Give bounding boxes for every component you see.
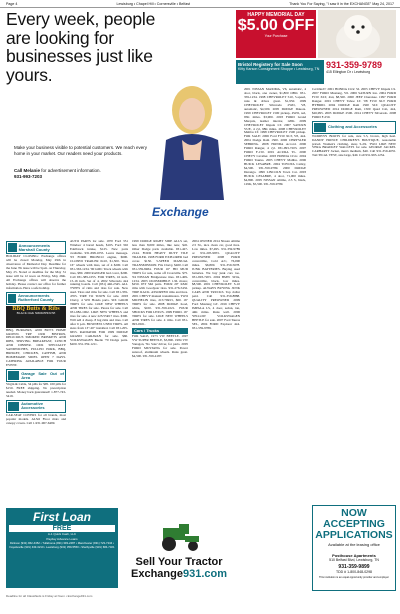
tractor-brand-b: 931.com [182, 568, 227, 580]
first-loan-ad [6, 508, 118, 588]
announce-icon [8, 371, 19, 380]
promo-call-name: Call Melanie [14, 168, 41, 173]
accept-tdd: TDD # 1-800-848-0298 [336, 570, 372, 574]
column-4 [192, 240, 240, 515]
memorial-day-offer: $5.00 OFF [237, 17, 315, 34]
phone-ad-address: 415 Ellington Dr • Lewisburg [326, 70, 371, 74]
tractor-ad [120, 520, 238, 590]
exchange-promo-ad [6, 10, 232, 235]
column-1 [6, 240, 66, 505]
announce-icon [314, 123, 326, 132]
automotive-accessories [6, 400, 66, 413]
announce-garage-label: Garage Sale Out of Area [21, 370, 64, 380]
dog-photo [318, 10, 396, 58]
promo-headline: Every week, people are looking for businesses just like yours. [6, 10, 156, 85]
announce-marshall-label: Announcements Marshall County [18, 242, 50, 252]
vehicles-text: 2001 NISSAN MAXIMA, V6, automatic, 4 door, black, one owner, $1,800 OBO. 931-359-1234. 1998 CHEVROLET S10, 5-speed, runs & drives great. $1,950. 1999 CHEVROLET Silverado 2WD, V8, automatic, $4,500. 2005 DODGE Dakota. 1999 CHEVROLET 1500 pickup, 4WD, red, 95K miles. $3,900. 2003 FORD Grand Marquis, leather interior, 120K. 2009 CHEVROLET Impala LT. 2007 SATURN VUE, 4 cyl, 98K miles. 2008 CHEVROLET Malibu LT. 1998 CHEVROLET 1500 pickup. FOR SALE: 2006 Ford F150 XLT, V8, 4x4. 2004 Dodge Ram 1500. 2006 CHRYSLER SEBRING. 2008 HONDA Accord. 2006 FORD Ranger, 4 cyl. 931-993-7203. 2007 FORD F-150. 2001 ACURA TL. 2000 CHEVY Cavalier. 2003 HONDA Civic. 2004 FORD Taurus. 2005 CHEVY Malibu. 2006 BUICK LESABRE. 2004 TOYOTA Camry, $4,500. 931-359-9789. 2000 DODGE Durango. 1999 LINCOLN Town Car. 2003 BUICK LESABRE, 4 door, 71,000 miles. $4,800. 2005 NISSAN Altima, 2.5 S, black, 129K, $5,500. 931-359-9789. [244, 88, 306, 186]
announcements-marshall [6, 241, 66, 254]
accept-address: 510 Belfast Blvd, Lewisburg, TN [329, 558, 379, 562]
column-5 [244, 88, 306, 503]
announce-icon [8, 294, 16, 303]
memorial-day-ad [236, 10, 316, 58]
bbq-text: BBQ, BURGERS, AND BUTT. HOME GROWN. TRY OUR BISTROS, DELICIOUS SMOKED BRISKETS AND RIBS, SERVING BREAKFAST, LUNCH AND DINNER. OUR SPECIALTY SANDWICHES, PULLED PORK, BBQ, BRISKET, CHICKEN, CATFISH, AND HOMEMADE SIDES. OPEN 7 DAYS. CATERING AVAILABLE FOR YOUR EVENT. [6, 327, 66, 368]
phone-ad [326, 60, 396, 84]
announce-icon [8, 243, 17, 252]
cars-trucks-header: Cars / Trucks [132, 328, 188, 334]
announcements-garage [6, 369, 66, 382]
bbq-title: BBQ Butts & Ribs [12, 305, 60, 312]
bbq-ad [6, 306, 66, 328]
cars-trucks-text: FOR SALE, 1973 VW BEETLE. 1997 VW SUPER BEETLE, $3,800. 1984 VW Vanagon, 'No Sale' driver, for parts. 2005 FORD MUSTANG for sale. Power sunroof, aluminum wheels. Runs great. $4,500. 931-359-4187. [132, 333, 188, 358]
announce-icon [8, 402, 19, 411]
page-footer: Deadline for all Classifieds is Friday at Noon • Exchange931.com [6, 594, 93, 598]
loan-phones: Dickson (931) 962-4452 • Tullahoma (931) 393-2487 • Manchester (931) 723-7234 • Fayetteville (931) 433-3210 • Lewisburg (931) 359-5550 • Shelbyville (931) 684-7321 [9, 541, 115, 549]
consignment-title: Bristol Registery for Sale Soon [238, 62, 303, 67]
memorial-day-title: HAPPY MEMORIAL DAY [247, 12, 305, 18]
consignment-body: Kitty Karson Consignment Shoppe • Lewisburg, TN [238, 67, 320, 71]
column-3 [132, 240, 188, 515]
tractor-brand-a: Exchange [131, 568, 183, 580]
loan-tag: Payday Advance Loans [46, 536, 78, 541]
header-page: Page 4 [6, 1, 18, 6]
loan-free: FREE [9, 525, 115, 532]
promo-call [14, 168, 154, 179]
announcements-rutherford [6, 292, 66, 305]
automotive-text: CAR-SEAT COVERS for all brands, most popular models. ALSO Floor mats and canopy covers. Call 1-931-967-6499. [6, 412, 66, 425]
promo-subtext: Make your business visible to potential customers. We reach every home in your market. Our readers need your products. [14, 145, 147, 156]
tractor-icon [149, 522, 209, 552]
clothing-text: WOMEN'S BOOTS for sale, size 5.5, brown, high heel. DANDY PRINCE CHILDREN'S BOUTIQUE, reasonable priced. Women's clothing, sizes S-2X. TWO LIKE NEW VERA BRADLEY WALLETS for sale. GEORGE JACKEL CARHARTT Jacket, men's medium, $40. Call 931-359-4055. TACTICAL VEST, size large, $40. Call 931-993-1234. [312, 133, 396, 158]
column-6 [312, 88, 396, 502]
woman-photo [152, 80, 230, 200]
exchange-logo [152, 205, 209, 219]
promo-phone: 931-993-7203 [14, 173, 43, 179]
page-header [0, 0, 400, 8]
consignment-ad [236, 60, 324, 84]
accept-note: This institution is an equal opportunity provider and employer [319, 576, 389, 579]
preowned-text: 2004 OWNED 2014 Nissan Altima 2.5 SL, nice clean car, good tires. Low miles. $7,495. 931-359-9789 or 931-205-9955. QUALITY PREOWNED 2008 FORD convertible, Cold A/C, 76,000 miles. $6,800. 931-359-5678. JUNK BATTERIES. Buying used batteries. We buy junk cars too. 931-993-7203. 2004 BMW 325is, convertible, black, low miles. $8,500. 2001 CHEVROLET S-10 pickup. ALWAYS BUYING JUNK CARS AND TRUCKS. Top dollar paid. Call 931-359-8888. QUALITY PREOWNED 2009 Ford Mustang GT. 2016 CHEVY IMPALA LS, 4 door, sedan, tan, 44K miles. Runs well. 2006 YELLOW VOLKSWAGEN BEETLE for sale. 2007 Ford Tauras SEL, 2004 FORD Explorer 4x4. 931-359-9789. [192, 240, 240, 330]
accept-title: NOW ACCEPTING APPLICATIONS [315, 507, 393, 541]
header-thanks: Thank You For Saying, "I saw it in the EXCHANGE" May 24, 2017 [289, 1, 394, 6]
vehicles-text-2: Certified® 2001 HONDA Civic SI. 2005 CHEVY Impala LS. 2007 FORD Mustang, V6. 2006 SATURN Ion. 2004 FORD F150 XLT, 4x4, $8,500. 2000 JEEP Cherokee. 1997 FORD Ranger. 2001 CHEVY Tahoe LT. '08 F150 XLT FORD HYBRID. 2004 DODGE Ram 1500 SLT. QUALITY PREOWNED 2014 DODGE Ram, 1500 Quad Cab, 4x4, $26,995. 2003 DODGE 2500. 2014 CHEVY Silverado. 2008 FORD F-250. [312, 88, 396, 119]
auto-parts-text-2: 1999 DODGE RIGHT SIDE ALLS set, less than 8,000 miles, like new, $45. Other Dodge parts available. 931-427-2144. FOUR HEAVY DUTY TILE TRAILER. 1998 FORD EXPLORER bed cover. $150. 5-SPEED MANUAL TRANSMISSION. Fits Chevy, $400. Call 931-359-8484. FOUR 16" HD MUD TIRES for sale, some off Crossville. $75. '04 NISSAN Bridgestone tires. 931-409-1234. 2003 OLDSMOBILE 1.9L motor, $250. JET SKI parts. FOUR 20" KMC rims with Goodyear tires. 931-276-5432. TIRE RACK. ASSORTED rims and tires. 2001 CHEVY manual transmission. TWO MICHELIN tires, 215/70R15, $60. 16" TIRES for sale. 2008 DODGE hood, white, $100. 931-359-2221. FOUR SHOCKS FOR LEXUS. 1999 FORD. 16" TIRES for sale. LIKE NEW WHEELS AND TIRES for sale. 4 rims. Call 931-993-0021. [132, 240, 188, 327]
automotive-label: Automotive Accessories [21, 401, 45, 411]
tractor-brand [120, 568, 238, 580]
promo-call-rest: for advertisement information. [40, 168, 101, 173]
clothing-label: Clothing and Accessories [328, 124, 377, 130]
bbq-sub: BLACK OAK SMOKEHOUSE [16, 310, 56, 315]
header-towns: Lewisburg • Chapel Hill • Cornersville • Belfast [116, 1, 191, 6]
phone-ad-number: 931-359-9789 [326, 60, 383, 70]
tractor-title: Sell Your Tractor [135, 556, 223, 568]
accept-phone: 931-359-9899 [338, 564, 370, 570]
auto-parts-text: AUTO PARTS for sale. 1970 Ford 351 Windsor 4 barrel heads, $165. Ford 302 Edelbrock intake, $125. New parts available. 931-698-1055. Leave message. '03 FORD BRONCO engine, $600. CLOSED TRAILER 6x10, $1,500. Tires 16" wheels with tires, set of 4 $200. Call 931-363-1234. '90 GMC Truck wheels with tires, $80. 2000 RANGER bed cover, $200. Call 931-389-1055. FOR TIRES, 16 inch. 15-16 inch. Set of 4. 2002 Silverado 4x4 running boards. Call (931) 446-2345. ALL TYPES of rims and tires for sale. New used. Tires and rims for sale. Call 931-359-4765. TIRE TO TOWN for sale. 2003 Chevy, 4 WD Honda parts. SIX GOOD TIRES for sale. LIKE NEW WHEELS AND TIRES for sale. Pieces for sale. Call 931-982-1062. LIKE NEW WHEELS and tires for sale. 4 new 225/55R17 tires. $300. Will sell 4 cheap. 8 lug rims and tires. Call after 6 p.m. BUSINESS USED TIRES. All sizes from 13"-20" installed. Call 931-205-6655. RADIATOR FOR 1999 DODGE GRAND CARAVAN for sale. $60. VOLKSWAGEN Beetle '70 Dodge parts. $200. 931-359-1211. [70, 240, 128, 346]
dog-icon [318, 10, 396, 58]
loan-company: A-1 Quick Cash, LLC [47, 532, 77, 536]
holiday-closing-text: HOLIDAY CLOSING: Exchange offices will be closed Monday, May 29th in observance of Memorial Day. Deadline for the June 7th issue will be 5p.m. on Thursday, May 25. Noted at deadline for the May 31 issue will be 12 noon on Friday, May 26th. All Exchange offices will observe the holiday. Please contact our office for further information. Have a safe holiday. [6, 254, 66, 290]
loan-title: First Loan [32, 510, 91, 524]
column-2 [70, 240, 128, 505]
now-accepting-ad [312, 505, 396, 591]
announce-rutherford-label: Announcements Rutherford County [18, 293, 54, 303]
exchange-logo-text: Exchange [152, 205, 209, 219]
memorial-day-sub: Your Purchase [264, 34, 288, 38]
garage-text: Virgin & Cable, 34 pills for $95. 100 pills for $150. FREE shipping. No prescription needed. Money back guaranteed! 1-877-743-5419. [6, 382, 66, 398]
clothing-accessories [312, 121, 396, 134]
accept-sub: Available at the leasing office [328, 542, 380, 547]
accept-company: Posthouse Apartments [332, 553, 376, 558]
